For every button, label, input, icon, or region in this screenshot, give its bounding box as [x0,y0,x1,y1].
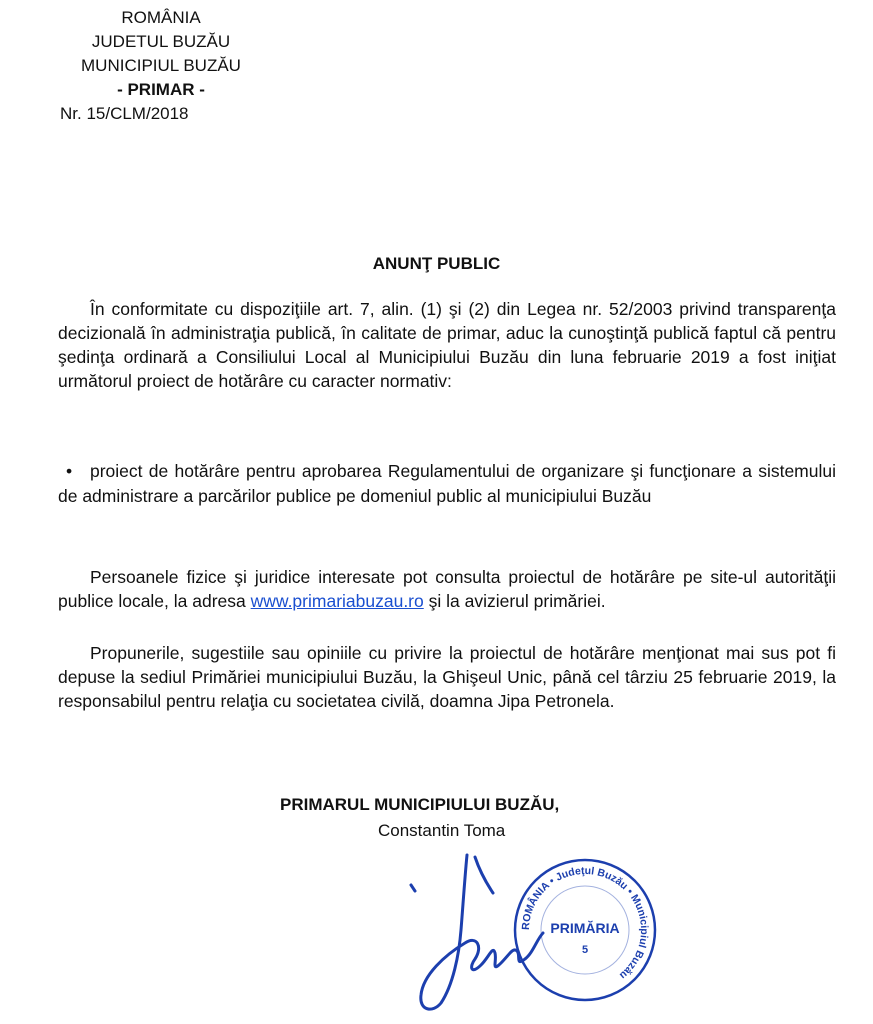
official-seal [510,855,660,1005]
signatory-name: Constantin Toma [378,821,506,840]
bullet-list-item [58,459,836,508]
paragraph-intro [58,297,836,393]
seal-number: 5 [581,944,589,956]
paragraph-consult [58,565,836,613]
header-country: ROMÂNIA [121,8,201,27]
document-title: ANUNŢ PUBLIC [372,254,501,273]
header-office: - PRIMAR - [117,80,205,99]
signatory-title: PRIMARUL MUNICIPIULUI BUZĂU, [280,795,560,814]
bullet-icon: • [66,461,73,481]
website-link[interactable]: www.primariabuzau.ro [250,591,424,611]
paragraph-consult-text-1: Persoanele fizice şi juridice interesate pot consulta proiectul de hotărâre pe site-ul autorităţii publice locale, la adresa [58,567,836,611]
paragraph-consult-text-2: şi la avizierul primăriei. [423,591,606,611]
letterhead [56,6,266,126]
header-county: JUDETUL BUZĂU [91,32,231,51]
bullet-item-text: proiect de hotărâre pentru aprobarea Regulamentului de organizare şi funcţionare a sistemului de administrare a parcărilor publice pe domeniul public al municipiului Buzău [58,461,836,506]
paragraph-proposals: Propunerile, sugestiile sau opiniile cu privire la proiectul de hotărâre menţionat mai sus pot fi depuse la sediul Primăriei municipiului Buzău, la Ghişeul Unic, până cel târziu 25 februarie 2019, la responsabilul pentru relaţia cu societatea civilă, doamna Jipa Petronela. [58,643,836,711]
seal-center-text: PRIMĂRIA [550,920,620,936]
paragraph-intro-text: În conformitate cu dispoziţiile art. 7, alin. (1) şi (2) din Legea nr. 52/2003 privind transparenţa decizională în administraţia publică, în calitate de primar, aduc la cunoştinţă publică faptul că pentru şedinţa ordinară a Consiliului Local al Municipiului Buzău din luna februarie 2019 a fost iniţiat următorul proiect de hotărâre cu caracter normativ: [58,299,836,391]
registration-number: Nr. 15/CLM/2018 [60,104,189,123]
seal-outer-text: ROMÂNIA • Judeţul Buzău • Municipiul Buzău [519,864,651,982]
header-municipality: MUNICIPIUL BUZĂU [81,56,241,75]
